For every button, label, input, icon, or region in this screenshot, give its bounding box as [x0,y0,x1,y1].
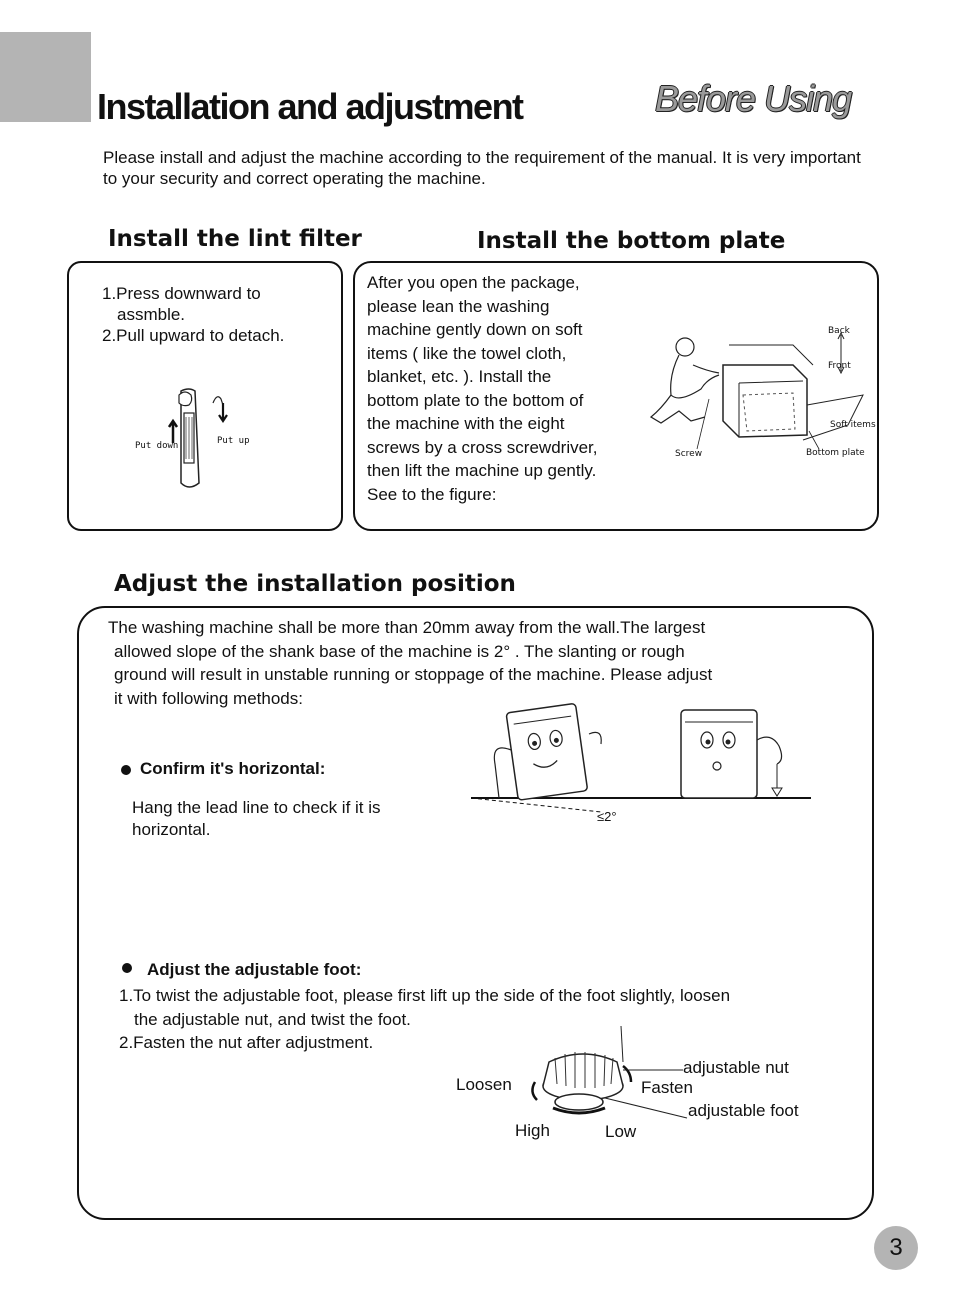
foot-title: Adjust the adjustable foot: [147,960,362,979]
low-label: Low [605,1122,637,1141]
adjustable-foot-illustration [519,1022,699,1122]
section-title: Before Using [655,78,852,119]
high-label: High [515,1121,550,1140]
horizontal-text-line: Hang the lead line to check if it is [132,798,381,817]
nut-label: adjustable nut [683,1058,789,1077]
foot-step-line: 2.Fasten the nut after adjustment. [119,1033,374,1052]
position-line: it with following methods: [114,688,303,708]
angle-label: ≤2° [597,809,617,824]
bottom-plate-line: machine gently down on soft [367,320,583,339]
horizontal-check-illustration [471,700,813,830]
put-down-label: Put down [135,441,179,451]
bottom-plate-box [353,261,879,531]
page-number: 3 [874,1226,918,1270]
bottom-plate-line: the machine with the eight [367,414,565,433]
foot-step-line: the adjustable nut, and twist the foot. [134,1009,411,1029]
lint-filter-box [67,261,343,531]
bottom-plate-line: See to the figure: [367,484,497,504]
position-line: allowed slope of the shank base of the machine is 2° . The slanting or rough [114,641,685,661]
bottom-plate-line: bottom plate to the bottom of [367,390,584,410]
fasten-label: Fasten [641,1078,693,1097]
bottom-plate-line: items ( like the towel cloth, [367,343,567,363]
soft-items-label: Soft items [830,420,876,430]
lint-step-1-line2: assmble. [117,305,186,324]
foot-label: adjustable foot [688,1101,799,1120]
bottom-plate-label: Bottom plate [806,448,865,458]
bullet-dot [121,765,131,775]
front-label: Front [828,361,851,371]
position-paragraph [108,616,848,710]
back-label: Back [828,326,850,336]
bottom-plate-line: blanket, etc. ). Install the [367,367,552,386]
bottom-plate-heading: Install the bottom plate [477,228,786,254]
lint-step-2: 2.Pull upward to detach. [102,326,285,345]
bottom-plate-line: then lift the machine up gently. [367,461,597,480]
horizontal-text-line: horizontal. [132,820,211,839]
bottom-plate-line: After you open the package, [367,273,580,292]
position-heading: Adjust the installation position [114,571,516,597]
horizontal-title: Confirm it's horizontal: [140,759,326,778]
loosen-label: Loosen [456,1075,512,1094]
lint-filter-heading: Install the lint filter [108,226,362,252]
position-box [77,606,874,1220]
lint-filter-steps [102,283,284,346]
horizontal-text [132,797,381,841]
screw-label: Screw [675,449,703,459]
position-line: The washing machine shall be more than 20mm away from the wall.The largest [108,618,706,637]
intro-paragraph: Please install and adjust the machine according to the requirement of the manual. It is very important to your security and correct operating the machine. [103,148,861,188]
corner-tab [0,32,91,122]
bottom-plate-illustration [643,325,873,465]
foot-step-line: 1.To twist the adjustable foot, please first lift up the side of the foot slightly, loosen [119,986,731,1005]
lint-step-1-line1: 1.Press downward to [102,284,261,303]
bullet-dot [122,963,132,973]
put-up-label: Put up [217,436,250,446]
bottom-plate-text [367,271,647,506]
bottom-plate-line: screws by a cross screwdriver, [367,437,598,457]
page-title: Installation and adjustment [97,86,523,127]
bottom-plate-line: please lean the washing [367,296,550,316]
position-line: ground will result in unstable running or stoppage of the machine. Please adjust [114,665,713,684]
